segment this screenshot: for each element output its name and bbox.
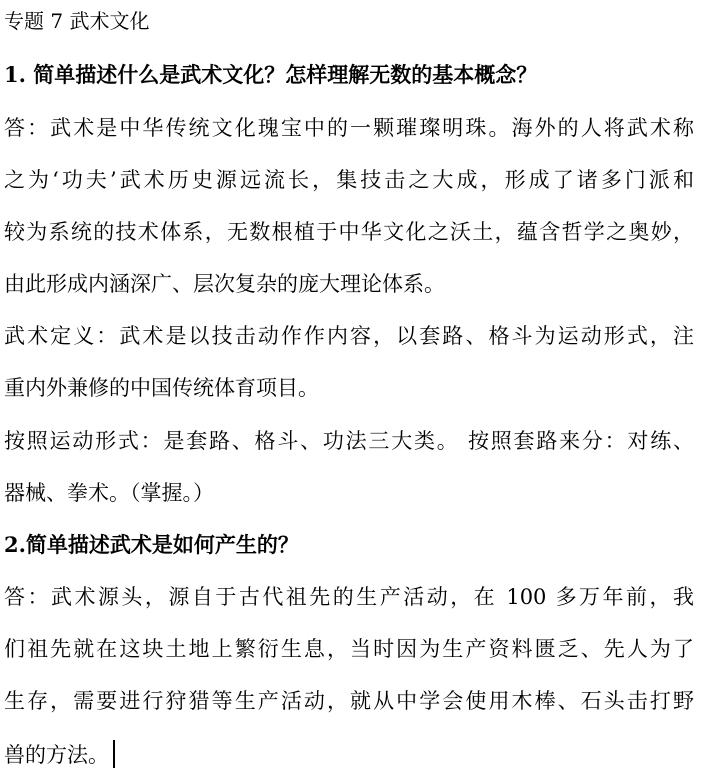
question-2: 2.简单描述武术是如何产生的？: [4, 532, 299, 557]
answer-1-line-2: 之为‘功夫’武术历史源远流长，集技击之大成，形成了诸多门派和: [4, 168, 694, 192]
answer-2-line-3: 生存，需要进行狩猎等生产活动，就从中学会使用木棒、石头击打野: [4, 689, 694, 713]
page-title: 专题 7 武术文化: [4, 9, 150, 33]
classification-line-1: 按照运动形式：是套路、格斗、功法三大类。 按照套路来分：对练、: [4, 429, 694, 453]
answer-2-line-1: 答：武术源头，源自于古代祖先的生产活动，在 100 多万年前，我: [4, 585, 694, 609]
answer-2-line-2: 们祖先就在这块土地上繁衍生息，当时因为生产资料匮乏、先人为了: [4, 637, 694, 661]
definition-line-1: 武术定义：武术是以技击动作作内容，以套路、格斗为运动形式，注: [4, 324, 694, 348]
text-cursor: [113, 740, 115, 768]
answer-2-line-4: [4, 740, 115, 768]
answer-1-line-3: 较为系统的技术体系，无数根植于中华文化之沃土，蕴含哲学之奥妙，: [4, 220, 694, 244]
classification-line-2: 器械、拳术。（掌握。）: [4, 481, 214, 505]
definition-line-2: 重内外兼修的中国传统体育项目。: [4, 376, 319, 400]
answer-1-line-4: 由此形成内涵深广、层次复杂的庞大理论体系。: [4, 272, 445, 296]
answer-1-line-1: 答：武术是中华传统文化瑰宝中的一颗璀璨明珠。海外的人将武术称: [4, 116, 694, 140]
question-1: 1. 简单描述什么是武术文化？怎样理解无数的基本概念？: [4, 62, 538, 87]
answer-2-line-4-text: 兽的方法。: [4, 743, 109, 767]
